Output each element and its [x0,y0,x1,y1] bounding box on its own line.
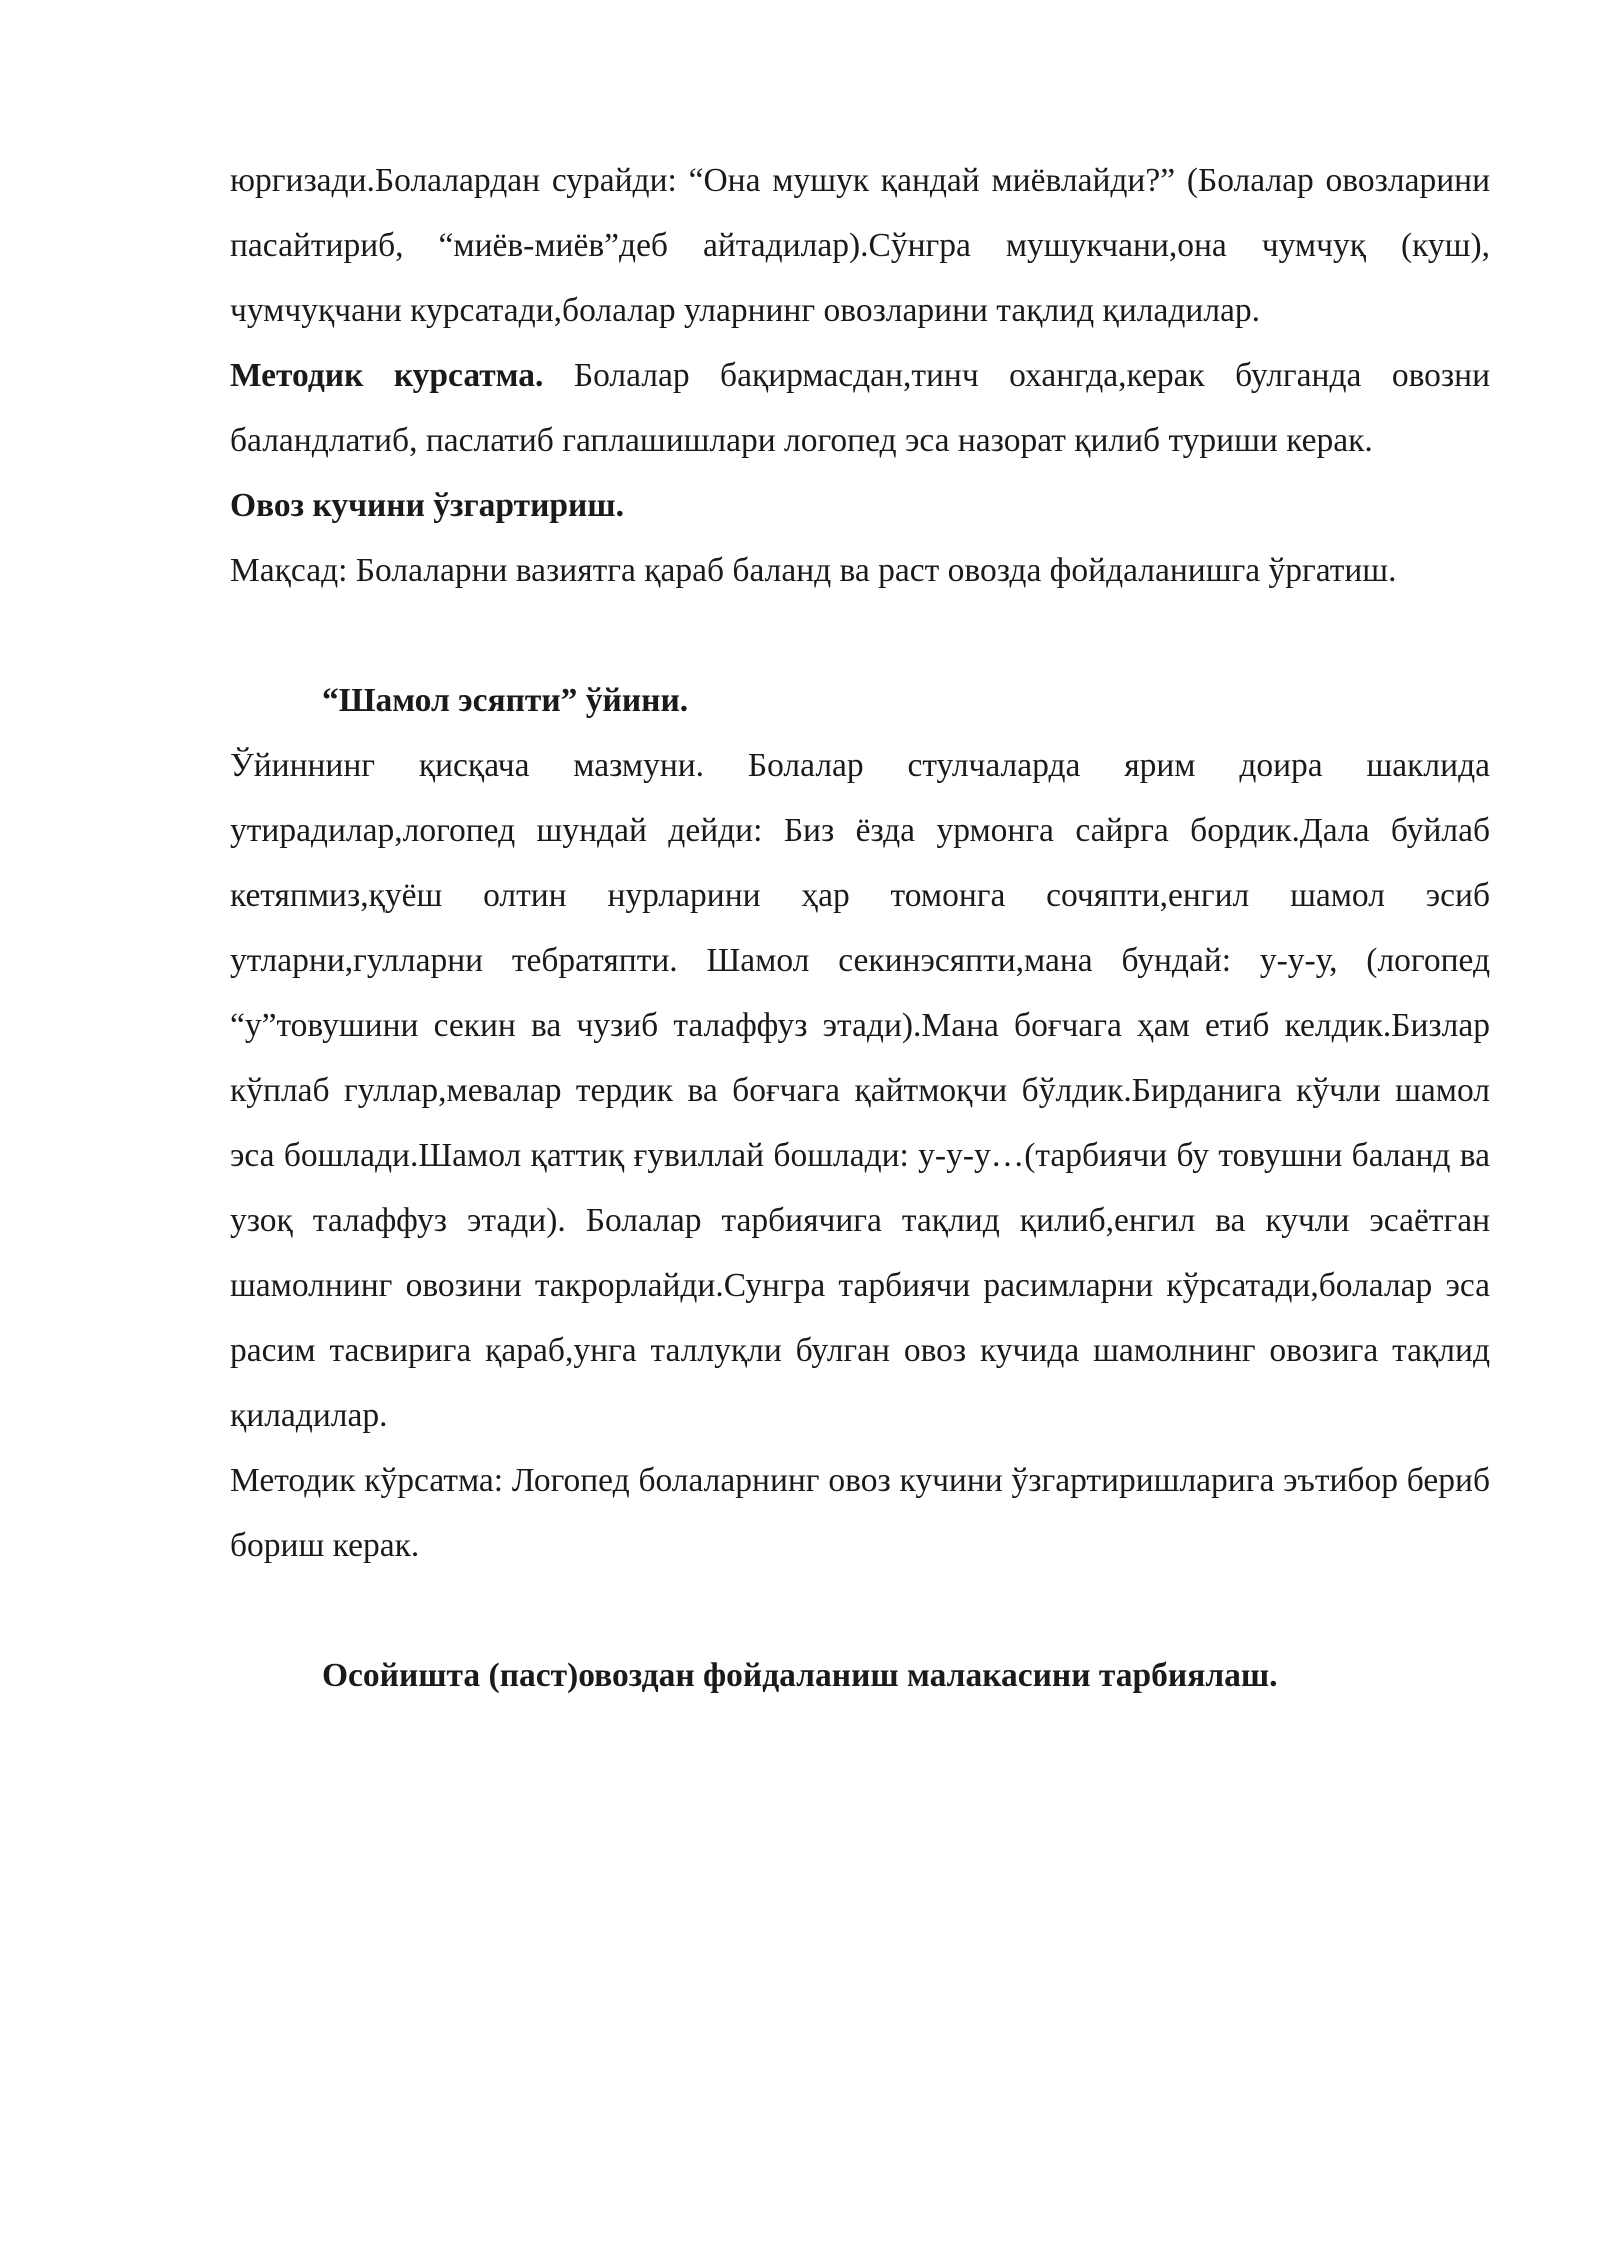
paragraph-intro: юргизади.Болалардан сурайди: “Она мушук қандай миёвлайди?” (Болалар овозларини пасайтириб, “миёв-миёв”деб айтадилар).Сўнгра мушукчани,она чумчуқ (куш), чумчуқчани курсатади,болалар уларнинг овозларини тақлид қиладилар. [230,162,1490,329]
heading-quiet-voice: Осойишта (паст)овоздан фойдаланиш малакасини тарбиялаш. [322,1657,1278,1694]
blank-line [230,603,1490,668]
paragraph-game-content: Ўйиннинг қисқача мазмуни. Болалар стулчаларда ярим доира шаклида утирадилар,логопед шундай дейди: Биз ёзда урмонга сайрга бордик.Дала буйлаб кетяпмиз,қуёш олтин нурларини ҳар томонга сочяпти,енгил шамол эсиб утларни,гулларни тебратяпти. Шамол секинэсяпти,мана бундай: у-у-у, (логопед “у”товушини секин ва чузиб талаффуз этади).Мана боғчага ҳам етиб келдик.Бизлар кўплаб гуллар,мевалар тердик ва боғчага қайтмоқчи бўлдик.Бирданига кўчли шамол эса бошлади.Шамол қаттиқ ғувиллай бошлади: у-у-у…(тарбиячи бу товушни баланд ва узоқ талаффуз этади). Болалар тарбиячига тақлид қилиб,енгил ва кучли эсаётган шамолнинг овозини такрорлайди.Сунгра тарбиячи расимларни кўрсатади,болалар эса расим тасвирига қараб,унга таллуқли булган овоз кучида шамолнинг овозига тақлид қиладилар. [230,747,1490,1434]
paragraph-goal: Мақсад: Болаларни вазиятга қараб баланд ва раст овозда фойдаланишга ўргатиш. [230,552,1397,589]
paragraph-methodical-note [230,343,1490,473]
paragraph-methodical-instruction: Методик кўрсатма: Логопед болаларнинг овоз кучини ўзгартиришларига эътибор бериб бориш керак. [230,1462,1490,1564]
heading-wind-game: “Шамол эсяпти” ўйини. [322,682,689,719]
document-page [230,148,1490,1708]
methodical-note-text: Болалар бақирмасдан,тинч охангда,керак булганда овозни баландлатиб, паслатиб гаплашишлари логопед эса назорат қилиб туриши керак. [230,357,1490,459]
methodical-note-label: Методик курсатма. [230,357,544,394]
blank-line [230,1578,1490,1643]
heading-voice-strength: Овоз кучини ўзгартириш. [230,487,624,524]
